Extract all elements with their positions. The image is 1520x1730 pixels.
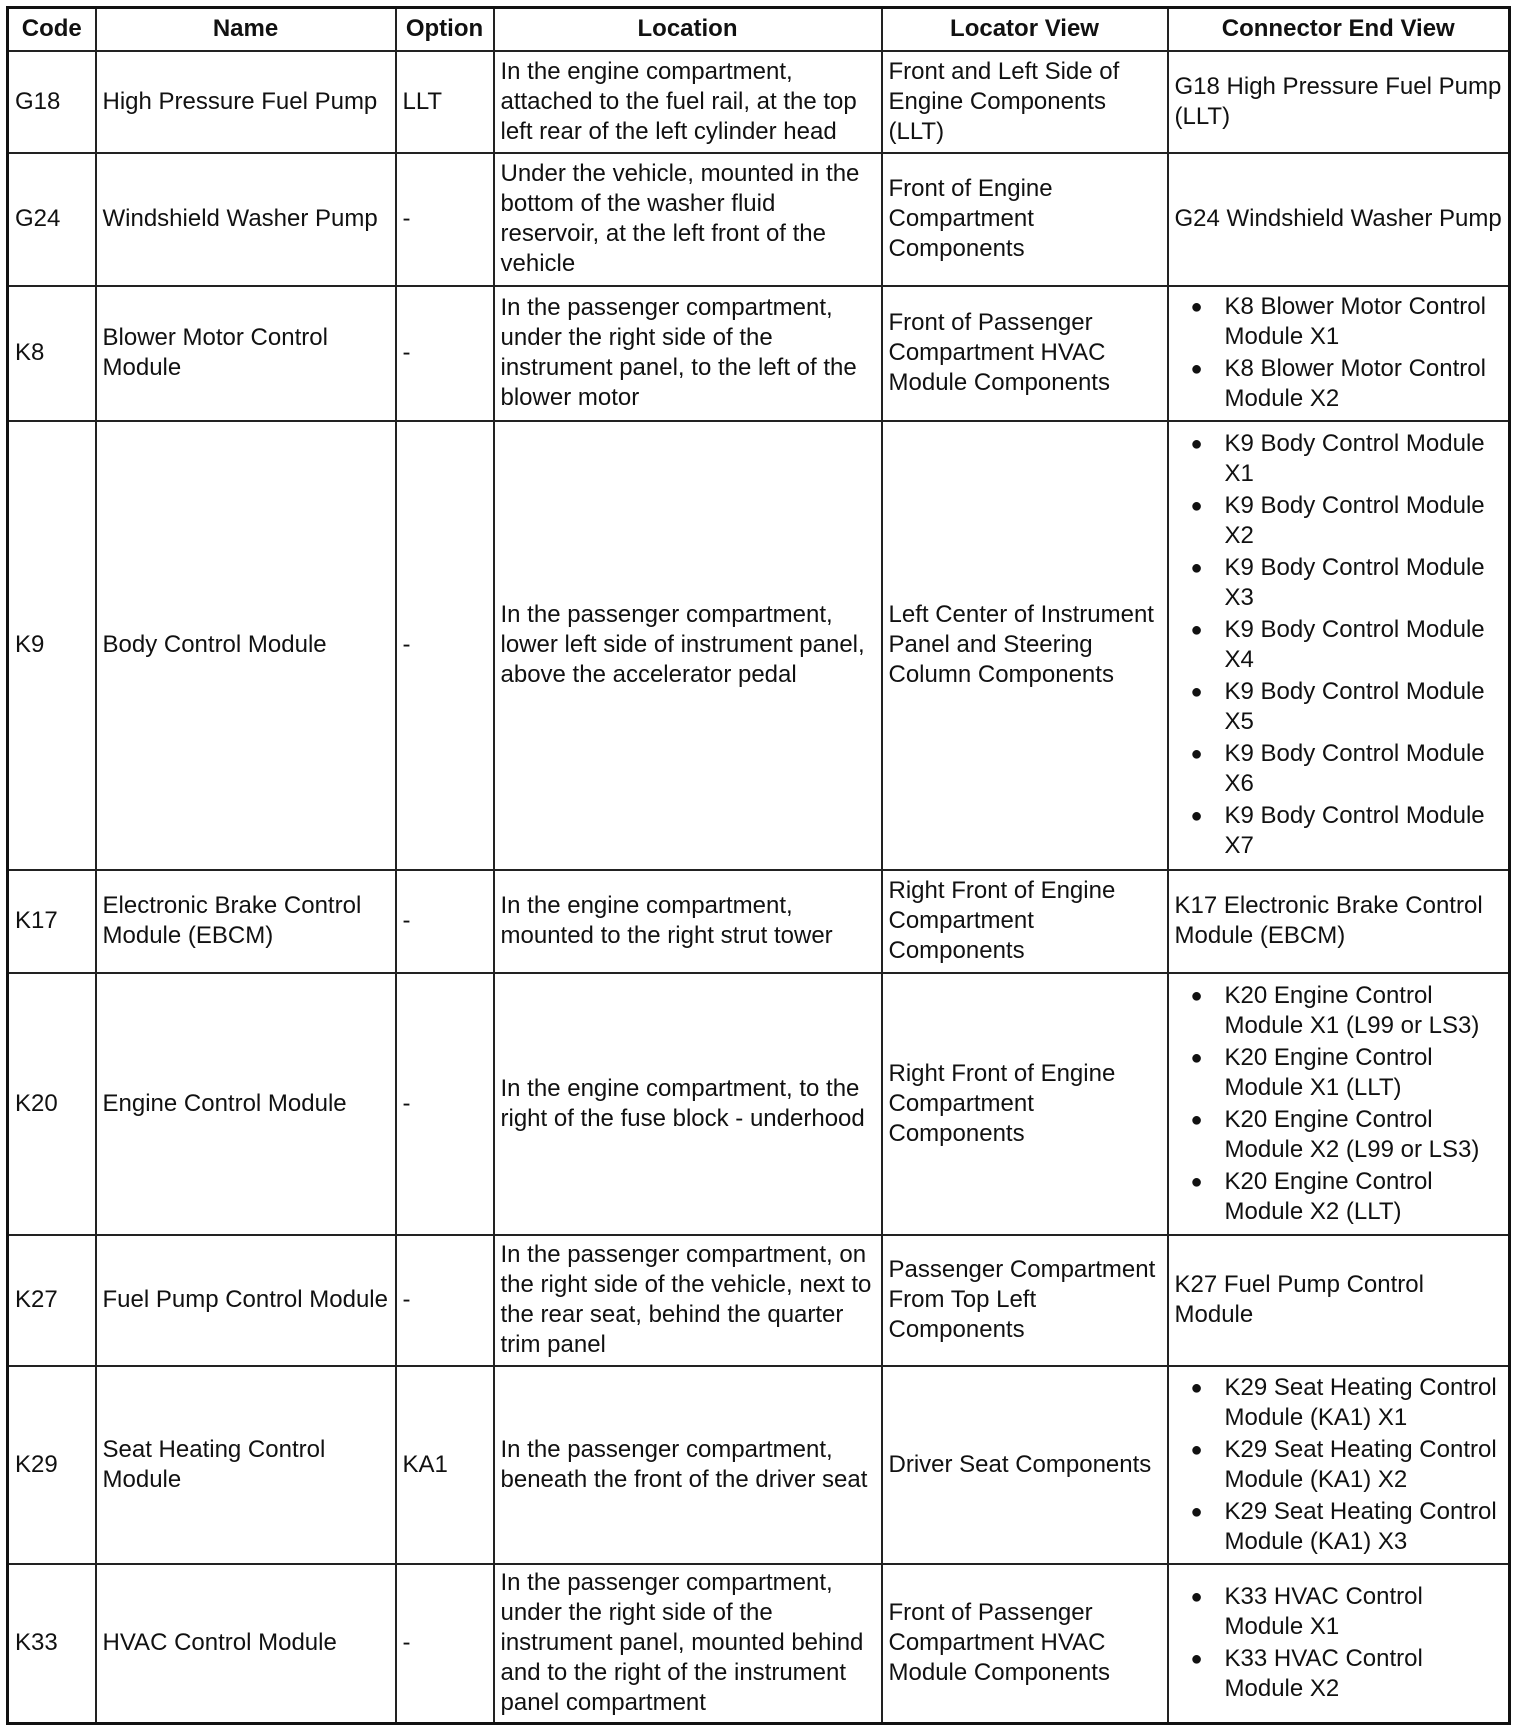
- connector-list-item: ● K33 HVAC Control Module X2: [1175, 1644, 1503, 1704]
- header-connector-end-view: Connector End View: [1168, 8, 1510, 51]
- connector-link: K27 Fuel Pump Control Module: [1174, 1271, 1424, 1328]
- connector-list: [1175, 429, 1503, 861]
- connector-end-view-cell: [1168, 973, 1510, 1235]
- connector-list-item: ● K9 Body Control Module X1: [1175, 429, 1503, 489]
- connector-end-view-cell: [1168, 1235, 1510, 1366]
- header-name: Name: [96, 8, 396, 51]
- location-cell: In the passenger compartment, beneath the front of the driver seat: [494, 1366, 882, 1564]
- code-cell: K8: [8, 286, 96, 421]
- connector-list-item: ● K29 Seat Heating Control Module (KA1) X2: [1175, 1435, 1503, 1495]
- connector-list-item: ● K9 Body Control Module X7: [1175, 801, 1503, 861]
- connector-list-item: ● K9 Body Control Module X5: [1175, 677, 1503, 737]
- connector-end-view-cell: [1168, 51, 1510, 153]
- locator-view-cell: Driver Seat Components: [882, 1366, 1168, 1564]
- option-cell: -: [396, 421, 494, 870]
- locator-view-cell: Left Center of Instrument Panel and Steering Column Components: [882, 421, 1168, 870]
- table-row: [8, 1366, 1510, 1564]
- location-cell: In the passenger compartment, under the right side of the instrument panel, to the left of the blower motor: [494, 286, 882, 421]
- code-cell: K9: [8, 421, 96, 870]
- connector-list-item: ● K20 Engine Control Module X1 (L99 or LS3): [1175, 981, 1503, 1041]
- header-option: Option: [396, 8, 494, 51]
- connector-list-item: ● K29 Seat Heating Control Module (KA1) X3: [1175, 1497, 1503, 1557]
- option-cell: KA1: [396, 1366, 494, 1564]
- table-row: [8, 153, 1510, 286]
- option-cell: LLT: [396, 51, 494, 153]
- connector-list: [1175, 981, 1503, 1227]
- option-cell: -: [396, 153, 494, 286]
- option-cell: -: [396, 286, 494, 421]
- code-cell: K33: [8, 1564, 96, 1724]
- name-cell: Windshield Washer Pump: [96, 153, 396, 286]
- component-locator-table: [6, 6, 1511, 1725]
- connector-end-view-cell: [1168, 286, 1510, 421]
- header-code: Code: [8, 8, 96, 51]
- code-cell: K20: [8, 973, 96, 1235]
- locator-view-cell: Front of Engine Compartment Components: [882, 153, 1168, 286]
- table-row: [8, 973, 1510, 1235]
- connector-end-view-cell: [1168, 421, 1510, 870]
- option-cell: -: [396, 1564, 494, 1724]
- connector-list: [1175, 1373, 1503, 1557]
- location-cell: In the engine compartment, attached to the fuel rail, at the top left rear of the left cylinder head: [494, 51, 882, 153]
- header-row: [8, 8, 1510, 51]
- connector-list-item: ● K33 HVAC Control Module X1: [1175, 1582, 1503, 1642]
- locator-view-cell: Right Front of Engine Compartment Components: [882, 973, 1168, 1235]
- connector-list: [1175, 1582, 1503, 1704]
- location-cell: Under the vehicle, mounted in the bottom of the washer fluid reservoir, at the left front of the vehicle: [494, 153, 882, 286]
- connector-link: G18 High Pressure Fuel Pump (LLT): [1174, 72, 1502, 130]
- connector-list-item: ● K29 Seat Heating Control Module (KA1) X1: [1175, 1373, 1503, 1433]
- table-row: [8, 870, 1510, 973]
- connector-list-item: ● K9 Body Control Module X3: [1175, 553, 1503, 613]
- header-locator-view: Locator View: [882, 8, 1168, 51]
- code-cell: K17: [8, 870, 96, 973]
- name-cell: Electronic Brake Control Module (EBCM): [96, 870, 396, 973]
- name-cell: Blower Motor Control Module: [96, 286, 396, 421]
- locator-view-cell: Front and Left Side of Engine Components (LLT): [882, 51, 1168, 153]
- name-cell: Seat Heating Control Module: [96, 1366, 396, 1564]
- code-cell: K29: [8, 1366, 96, 1564]
- option-cell: -: [396, 1235, 494, 1366]
- location-cell: In the passenger compartment, under the right side of the instrument panel, mounted behind and to the right of the instrument panel compartment: [494, 1564, 882, 1724]
- name-cell: High Pressure Fuel Pump: [96, 51, 396, 153]
- locator-view-cell: Front of Passenger Compartment HVAC Module Components: [882, 286, 1168, 421]
- code-cell: K27: [8, 1235, 96, 1366]
- table-row: [8, 286, 1510, 421]
- connector-end-view-cell: [1168, 1564, 1510, 1724]
- code-cell: G24: [8, 153, 96, 286]
- option-cell: -: [396, 870, 494, 973]
- name-cell: Body Control Module: [96, 421, 396, 870]
- locator-view-cell: Front of Passenger Compartment HVAC Module Components: [882, 1564, 1168, 1724]
- connector-list-item: ● K20 Engine Control Module X2 (L99 or LS3): [1175, 1105, 1503, 1165]
- connector-link: G24 Windshield Washer Pump: [1174, 205, 1502, 232]
- table-row: [8, 421, 1510, 870]
- locator-view-cell: Right Front of Engine Compartment Components: [882, 870, 1168, 973]
- option-cell: -: [396, 973, 494, 1235]
- connector-list: [1175, 292, 1503, 414]
- connector-end-view-cell: [1168, 153, 1510, 286]
- locator-view-cell: Passenger Compartment From Top Left Components: [882, 1235, 1168, 1366]
- name-cell: Fuel Pump Control Module: [96, 1235, 396, 1366]
- connector-list-item: ● K9 Body Control Module X6: [1175, 739, 1503, 799]
- connector-link: K17 Electronic Brake Control Module (EBCM): [1174, 892, 1483, 949]
- location-cell: In the engine compartment, mounted to the right strut tower: [494, 870, 882, 973]
- connector-list-item: ● K8 Blower Motor Control Module X1: [1175, 292, 1503, 352]
- table-row: [8, 51, 1510, 153]
- code-cell: G18: [8, 51, 96, 153]
- connector-end-view-cell: [1168, 1366, 1510, 1564]
- table-row: [8, 1564, 1510, 1724]
- location-cell: In the engine compartment, to the right of the fuse block - underhood: [494, 973, 882, 1235]
- connector-list-item: ● K20 Engine Control Module X1 (LLT): [1175, 1043, 1503, 1103]
- connector-end-view-cell: [1168, 870, 1510, 973]
- location-cell: In the passenger compartment, lower left side of instrument panel, above the accelerator pedal: [494, 421, 882, 870]
- connector-list-item: ● K9 Body Control Module X2: [1175, 491, 1503, 551]
- header-location: Location: [494, 8, 882, 51]
- location-cell: In the passenger compartment, on the right side of the vehicle, next to the rear seat, behind the quarter trim panel: [494, 1235, 882, 1366]
- name-cell: HVAC Control Module: [96, 1564, 396, 1724]
- connector-list-item: ● K9 Body Control Module X4: [1175, 615, 1503, 675]
- connector-list-item: ● K8 Blower Motor Control Module X2: [1175, 354, 1503, 414]
- connector-list-item: ● K20 Engine Control Module X2 (LLT): [1175, 1167, 1503, 1227]
- name-cell: Engine Control Module: [96, 973, 396, 1235]
- table-row: [8, 1235, 1510, 1366]
